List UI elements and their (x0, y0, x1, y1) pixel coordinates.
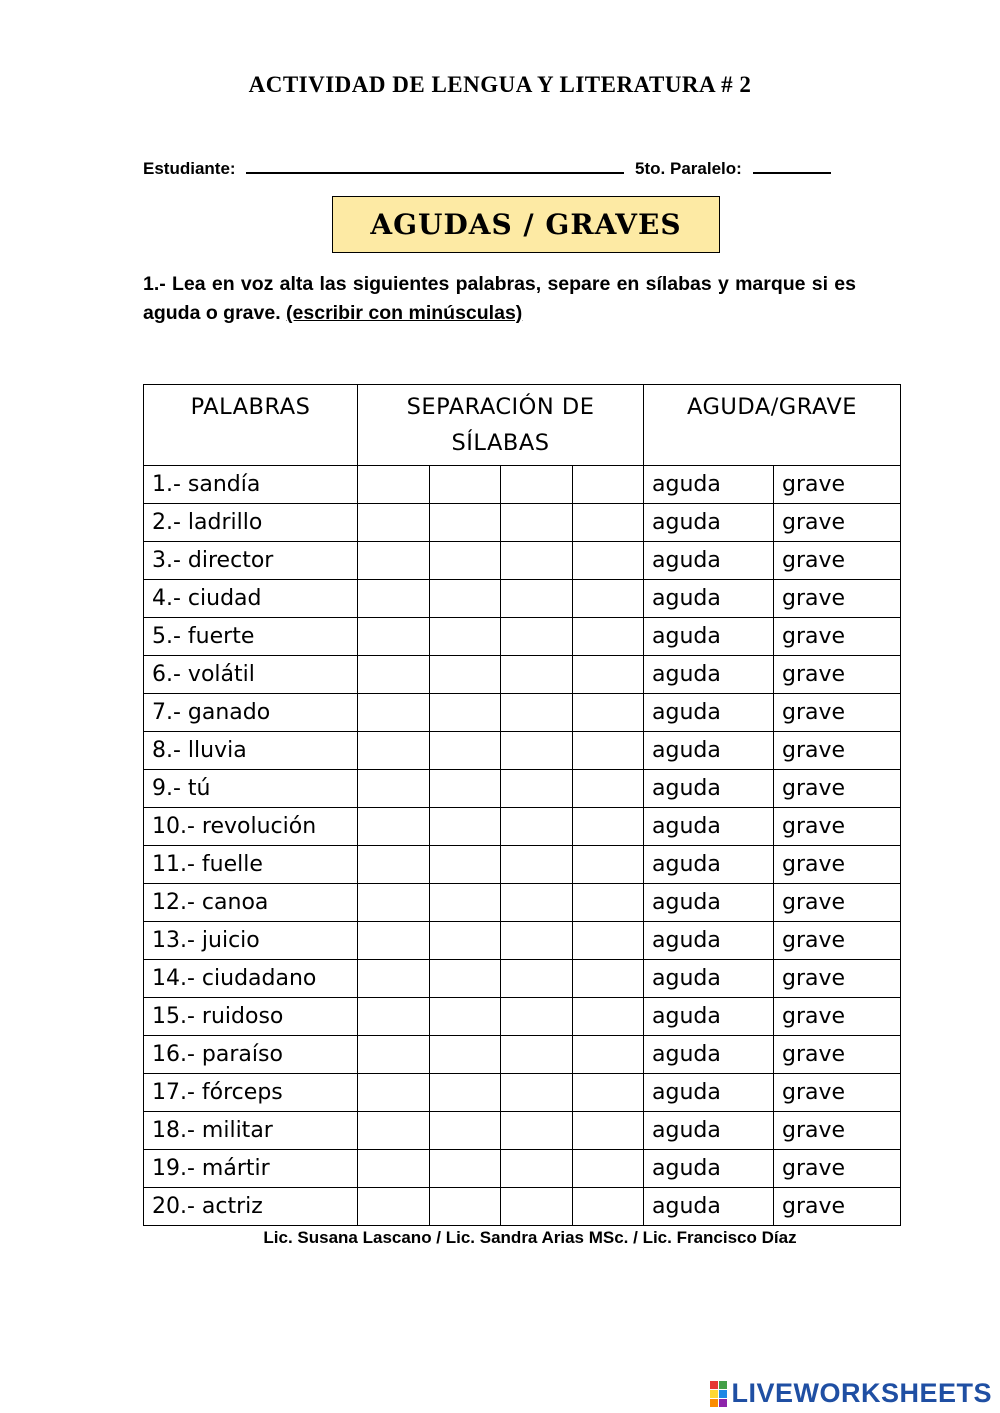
word-cell: 15.- ruidoso (144, 998, 358, 1036)
word-cell: 7.- ganado (144, 694, 358, 732)
syllable-input-cell[interactable] (573, 846, 644, 884)
syllable-input-cell[interactable] (358, 1036, 430, 1074)
option-aguda[interactable]: aguda (644, 1074, 774, 1112)
syllable-input-cell[interactable] (358, 1188, 430, 1226)
syllable-input-cell[interactable] (501, 1074, 573, 1112)
syllable-input-cell[interactable] (358, 466, 430, 504)
syllable-input-cell[interactable] (430, 1150, 501, 1188)
option-grave[interactable]: grave (774, 732, 901, 770)
syllable-input-cell[interactable] (573, 732, 644, 770)
syllable-input-cell[interactable] (501, 466, 573, 504)
table-row (144, 580, 901, 618)
syllable-input-cell[interactable] (358, 656, 430, 694)
syllable-input-cell[interactable] (501, 770, 573, 808)
word-cell: 20.- actriz (144, 1188, 358, 1226)
word-cell: 17.- fórceps (144, 1074, 358, 1112)
logo-square (710, 1399, 718, 1407)
table-row (144, 998, 901, 1036)
option-grave[interactable]: grave (774, 694, 901, 732)
logo-square (710, 1381, 718, 1389)
syllable-input-cell[interactable] (501, 1036, 573, 1074)
syllable-input-cell[interactable] (501, 922, 573, 960)
syllable-input-cell[interactable] (573, 884, 644, 922)
option-grave[interactable]: grave (774, 542, 901, 580)
syllable-input-cell[interactable] (501, 694, 573, 732)
option-aguda[interactable]: aguda (644, 732, 774, 770)
syllable-input-cell[interactable] (430, 580, 501, 618)
syllable-input-cell[interactable] (501, 1112, 573, 1150)
syllable-input-cell[interactable] (501, 846, 573, 884)
syllable-input-cell[interactable] (573, 504, 644, 542)
syllable-input-cell[interactable] (358, 694, 430, 732)
option-grave[interactable]: grave (774, 1150, 901, 1188)
syllable-input-cell[interactable] (573, 656, 644, 694)
syllable-input-cell[interactable] (573, 466, 644, 504)
option-aguda[interactable]: aguda (644, 960, 774, 998)
option-aguda[interactable]: aguda (644, 922, 774, 960)
syllable-input-cell[interactable] (358, 542, 430, 580)
syllable-input-cell[interactable] (573, 542, 644, 580)
option-aguda[interactable]: aguda (644, 770, 774, 808)
syllable-input-cell[interactable] (430, 656, 501, 694)
option-grave[interactable]: grave (774, 846, 901, 884)
option-grave[interactable]: grave (774, 1074, 901, 1112)
table-row (144, 922, 901, 960)
syllable-input-cell[interactable] (573, 694, 644, 732)
syllable-input-cell[interactable] (501, 998, 573, 1036)
option-grave[interactable]: grave (774, 922, 901, 960)
syllable-input-cell[interactable] (430, 694, 501, 732)
syllable-input-cell[interactable] (501, 808, 573, 846)
syllable-input-cell[interactable] (430, 808, 501, 846)
syllable-input-cell[interactable] (430, 1188, 501, 1226)
word-cell: 1.- sandía (144, 466, 358, 504)
option-aguda[interactable]: aguda (644, 808, 774, 846)
option-aguda[interactable]: aguda (644, 846, 774, 884)
option-aguda[interactable]: aguda (644, 884, 774, 922)
syllable-input-cell[interactable] (430, 466, 501, 504)
table-row (144, 846, 901, 884)
footer-text: Lic. Susana Lascano / Lic. Sandra Arias MSc. / Lic. Francisco Díaz (263, 1228, 797, 1247)
option-grave[interactable]: grave (774, 770, 901, 808)
syllable-input-cell[interactable] (430, 846, 501, 884)
syllable-input-cell[interactable] (358, 808, 430, 846)
worksheet-title: ACTIVIDAD DE LENGUA Y LITERATURA # 2 (248, 72, 752, 97)
option-grave[interactable]: grave (774, 1036, 901, 1074)
table-row (144, 504, 901, 542)
logo-square (719, 1390, 727, 1398)
table-row (144, 808, 901, 846)
brand-name: LIVEWORKSHEETS (731, 1378, 992, 1408)
header-separacion: SEPARACIÓN DE SÍLABAS (358, 385, 644, 466)
word-cell: 10.- revolución (144, 808, 358, 846)
option-aguda[interactable]: aguda (644, 504, 774, 542)
option-grave[interactable]: grave (774, 808, 901, 846)
syllable-input-cell[interactable] (358, 1074, 430, 1112)
syllable-input-cell[interactable] (501, 960, 573, 998)
option-grave[interactable]: grave (774, 466, 901, 504)
student-info-line (143, 156, 863, 179)
syllable-input-cell[interactable] (573, 998, 644, 1036)
syllable-input-cell[interactable] (501, 580, 573, 618)
syllable-input-cell[interactable] (573, 1188, 644, 1226)
syllable-input-cell[interactable] (430, 922, 501, 960)
words-table (143, 384, 901, 1226)
option-aguda[interactable]: aguda (644, 998, 774, 1036)
syllable-input-cell[interactable] (358, 732, 430, 770)
syllable-input-cell[interactable] (358, 580, 430, 618)
syllable-input-cell[interactable] (501, 504, 573, 542)
word-cell: 16.- paraíso (144, 1036, 358, 1074)
syllable-input-cell[interactable] (430, 504, 501, 542)
table-row (144, 1150, 901, 1188)
syllable-input-cell[interactable] (430, 1112, 501, 1150)
option-grave[interactable]: grave (774, 580, 901, 618)
syllable-input-cell[interactable] (430, 732, 501, 770)
instructions (143, 270, 856, 328)
grade-label: 5to. Paralelo: (635, 159, 742, 178)
paralelo-blank[interactable] (753, 156, 831, 174)
syllable-input-cell[interactable] (501, 1150, 573, 1188)
topic-box: AGUDAS / GRAVES (332, 196, 720, 253)
instructions-text: 1.- Lea en voz alta las siguientes palabras, separe en sílabas y marque si es aguda o grave. (143, 273, 856, 324)
word-cell: 5.- fuerte (144, 618, 358, 656)
table-row (144, 656, 901, 694)
logo-square (710, 1390, 718, 1398)
table-row (144, 1074, 901, 1112)
syllable-input-cell[interactable] (573, 1074, 644, 1112)
table-body (144, 466, 901, 1226)
option-grave[interactable]: grave (774, 1188, 901, 1226)
word-cell: 18.- militar (144, 1112, 358, 1150)
syllable-input-cell[interactable] (501, 1188, 573, 1226)
syllable-input-cell[interactable] (358, 846, 430, 884)
instructions-note: (escribir con minúsculas) (286, 302, 523, 324)
option-aguda[interactable]: aguda (644, 1036, 774, 1074)
option-aguda[interactable]: aguda (644, 694, 774, 732)
table-row (144, 618, 901, 656)
table-row (144, 960, 901, 998)
syllable-input-cell[interactable] (430, 884, 501, 922)
option-aguda[interactable]: aguda (644, 542, 774, 580)
syllable-input-cell[interactable] (573, 618, 644, 656)
syllable-input-cell[interactable] (430, 960, 501, 998)
option-grave[interactable]: grave (774, 618, 901, 656)
syllable-input-cell[interactable] (430, 618, 501, 656)
word-cell: 4.- ciudad (144, 580, 358, 618)
table-row (144, 1188, 901, 1226)
syllable-input-cell[interactable] (358, 884, 430, 922)
syllable-input-cell[interactable] (573, 580, 644, 618)
word-cell: 12.- canoa (144, 884, 358, 922)
syllable-input-cell[interactable] (501, 618, 573, 656)
option-grave[interactable]: grave (774, 1112, 901, 1150)
logo-square (719, 1399, 727, 1407)
syllable-input-cell[interactable] (430, 1036, 501, 1074)
table-row (144, 694, 901, 732)
syllable-input-cell[interactable] (358, 1150, 430, 1188)
word-cell: 19.- mártir (144, 1150, 358, 1188)
header-aguda-grave: AGUDA/GRAVE (644, 385, 901, 466)
syllable-input-cell[interactable] (573, 922, 644, 960)
syllable-input-cell[interactable] (573, 1150, 644, 1188)
syllable-input-cell[interactable] (501, 732, 573, 770)
syllable-input-cell[interactable] (430, 998, 501, 1036)
syllable-input-cell[interactable] (358, 770, 430, 808)
syllable-input-cell[interactable] (573, 808, 644, 846)
option-aguda[interactable]: aguda (644, 618, 774, 656)
liveworksheets-logo-icon (710, 1381, 727, 1407)
word-cell: 8.- lluvia (144, 732, 358, 770)
word-cell: 9.- tú (144, 770, 358, 808)
syllable-input-cell[interactable] (573, 1036, 644, 1074)
header-palabras: PALABRAS (144, 385, 358, 466)
syllable-input-cell[interactable] (573, 960, 644, 998)
table-row (144, 542, 901, 580)
syllable-input-cell[interactable] (358, 1112, 430, 1150)
option-grave[interactable]: grave (774, 504, 901, 542)
word-cell: 11.- fuelle (144, 846, 358, 884)
option-grave[interactable]: grave (774, 884, 901, 922)
syllable-input-cell[interactable] (501, 656, 573, 694)
syllable-input-cell[interactable] (501, 884, 573, 922)
option-grave[interactable]: grave (774, 656, 901, 694)
table-row (144, 770, 901, 808)
table-row (144, 466, 901, 504)
option-aguda[interactable]: aguda (644, 1112, 774, 1150)
table-header-row (144, 385, 901, 466)
table-row (144, 1112, 901, 1150)
syllable-input-cell[interactable] (573, 1112, 644, 1150)
word-cell: 3.- director (144, 542, 358, 580)
option-aguda[interactable]: aguda (644, 1188, 774, 1226)
syllable-input-cell[interactable] (358, 618, 430, 656)
table-row (144, 884, 901, 922)
syllable-input-cell[interactable] (501, 542, 573, 580)
word-cell: 14.- ciudadano (144, 960, 358, 998)
liveworksheets-brand (710, 1378, 992, 1409)
word-cell: 2.- ladrillo (144, 504, 358, 542)
syllable-input-cell[interactable] (573, 770, 644, 808)
option-aguda[interactable]: aguda (644, 1150, 774, 1188)
logo-square (719, 1381, 727, 1389)
student-label: Estudiante: (143, 159, 236, 178)
syllable-input-cell[interactable] (358, 960, 430, 998)
word-cell: 6.- volátil (144, 656, 358, 694)
option-aguda[interactable]: aguda (644, 656, 774, 694)
syllable-input-cell[interactable] (358, 998, 430, 1036)
syllable-input-cell[interactable] (358, 504, 430, 542)
option-aguda[interactable]: aguda (644, 466, 774, 504)
option-grave[interactable]: grave (774, 960, 901, 998)
syllable-input-cell[interactable] (430, 770, 501, 808)
option-grave[interactable]: grave (774, 998, 901, 1036)
word-cell: 13.- juicio (144, 922, 358, 960)
syllable-input-cell[interactable] (430, 542, 501, 580)
syllable-input-cell[interactable] (430, 1074, 501, 1112)
footer-credits (0, 1228, 1000, 1248)
student-name-blank[interactable] (246, 156, 624, 174)
syllable-input-cell[interactable] (358, 922, 430, 960)
option-aguda[interactable]: aguda (644, 580, 774, 618)
table-row (144, 1036, 901, 1074)
table-row (144, 732, 901, 770)
